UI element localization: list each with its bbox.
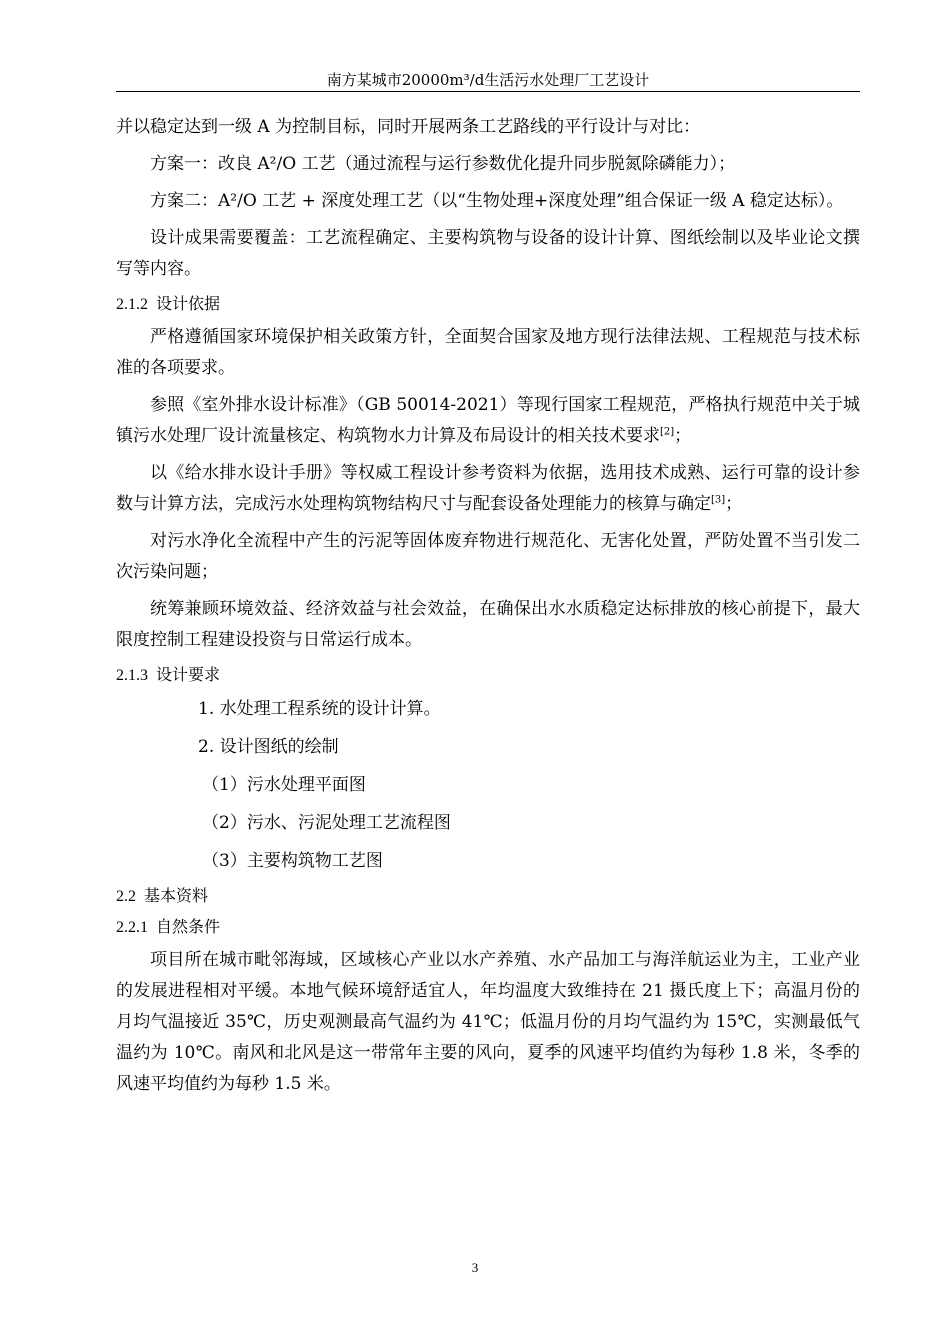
- paragraph-basis-5: 统筹兼顾环境效益、经济效益与社会效益，在确保出水水质稳定达标排放的核心前提下，最大限度控制工程建设投资与日常运行成本。: [116, 599, 860, 650]
- drawing-subitem: （2）污水、污泥处理工艺流程图: [202, 813, 451, 833]
- page-body: [116, 112, 860, 1106]
- paragraph-basis-1: 严格遵循国家环境保护相关政策方针，全面契合国家及地方现行法律法规、工程规范与技术标准的各项要求。: [116, 327, 860, 378]
- citation-ref: [2]: [660, 426, 675, 438]
- citation-ref: [3]: [711, 494, 726, 506]
- heading-title: 设计要求: [156, 665, 221, 684]
- paragraph-end: ；: [725, 494, 743, 514]
- drawing-subitem: （3）主要构筑物工艺图: [202, 851, 383, 871]
- heading-title: 设计依据: [156, 294, 221, 313]
- heading-2-1-3: [116, 662, 860, 689]
- heading-2-1-2: [116, 291, 860, 318]
- paragraph-basis-3: [116, 458, 860, 520]
- heading-title: 基本资料: [144, 886, 209, 905]
- heading-number: 2.2: [116, 888, 136, 905]
- heading-2-2: [116, 883, 860, 910]
- heading-number: 2.1.2: [116, 296, 148, 313]
- heading-title: 自然条件: [156, 917, 221, 936]
- paragraph-natural-conditions: 项目所在城市毗邻海域，区域核心产业以水产养殖、水产品加工与海洋航运业为主，工业产业的发展进程相对平缓。本地气候环境舒适宜人，年均温度大致维持在 21 摄氏度上下；高温月份的月均气温接近 35℃，历史观测最高气温约为 41℃；低温月份的月均气温约为 15℃，实测最低气温约为 10℃。南风和北风是这一带常年主要的风向，夏季的风速平均值约为每秒 1.8 米，冬季的风速平均值约为每秒 1.5 米。: [116, 950, 860, 1094]
- paragraph-scheme-two: 方案二：A²/O 工艺 + 深度处理工艺（以“生物处理+深度处理”组合保证一级 A 稳定达标）。: [150, 191, 844, 211]
- paragraph-intro: 并以稳定达到一级 A 为控制目标，同时开展两条工艺路线的平行设计与对比：: [116, 117, 701, 137]
- requirement-item: 1. 水处理工程系统的设计计算。: [198, 699, 441, 719]
- heading-number: 2.2.1: [116, 919, 148, 936]
- page-number: 3: [471, 1260, 479, 1275]
- paragraph-design-scope: 设计成果需要覆盖：工艺流程确定、主要构筑物与设备的设计计算、图纸绘制以及毕业论文撰写等内容。: [116, 228, 860, 279]
- heading-2-2-1: [116, 914, 860, 941]
- drawing-subitem: （1）污水处理平面图: [202, 775, 366, 795]
- header-rule: [116, 91, 860, 92]
- paragraph-text: 参照《室外排水设计标准》（GB 50014-2021）等现行国家工程规范，严格执行规范中关于城镇污水处理厂设计流量核定、构筑物水力计算及布局设计的相关技术要求: [116, 395, 860, 446]
- paragraph-basis-2: [116, 390, 860, 452]
- paragraph-text: 以《给水排水设计手册》等权威工程设计参考资料为依据，选用技术成熟、运行可靠的设计参数与计算方法，完成污水处理构筑物结构尺寸与配套设备处理能力的核算与确定: [116, 463, 860, 514]
- paragraph-scheme-one: 方案一：改良 A²/O 工艺（通过流程与运行参数优化提升同步脱氮除磷能力）；: [150, 154, 736, 174]
- paragraph-basis-4: 对污水净化全流程中产生的污泥等固体废弃物进行规范化、无害化处置，严防处置不当引发二次污染问题；: [116, 531, 860, 582]
- paragraph-end: ；: [674, 426, 692, 446]
- requirement-item: 2. 设计图纸的绘制: [198, 737, 339, 757]
- running-header: 南方某城市20000m³/d生活污水处理厂工艺设计: [326, 71, 650, 89]
- heading-number: 2.1.3: [116, 667, 148, 684]
